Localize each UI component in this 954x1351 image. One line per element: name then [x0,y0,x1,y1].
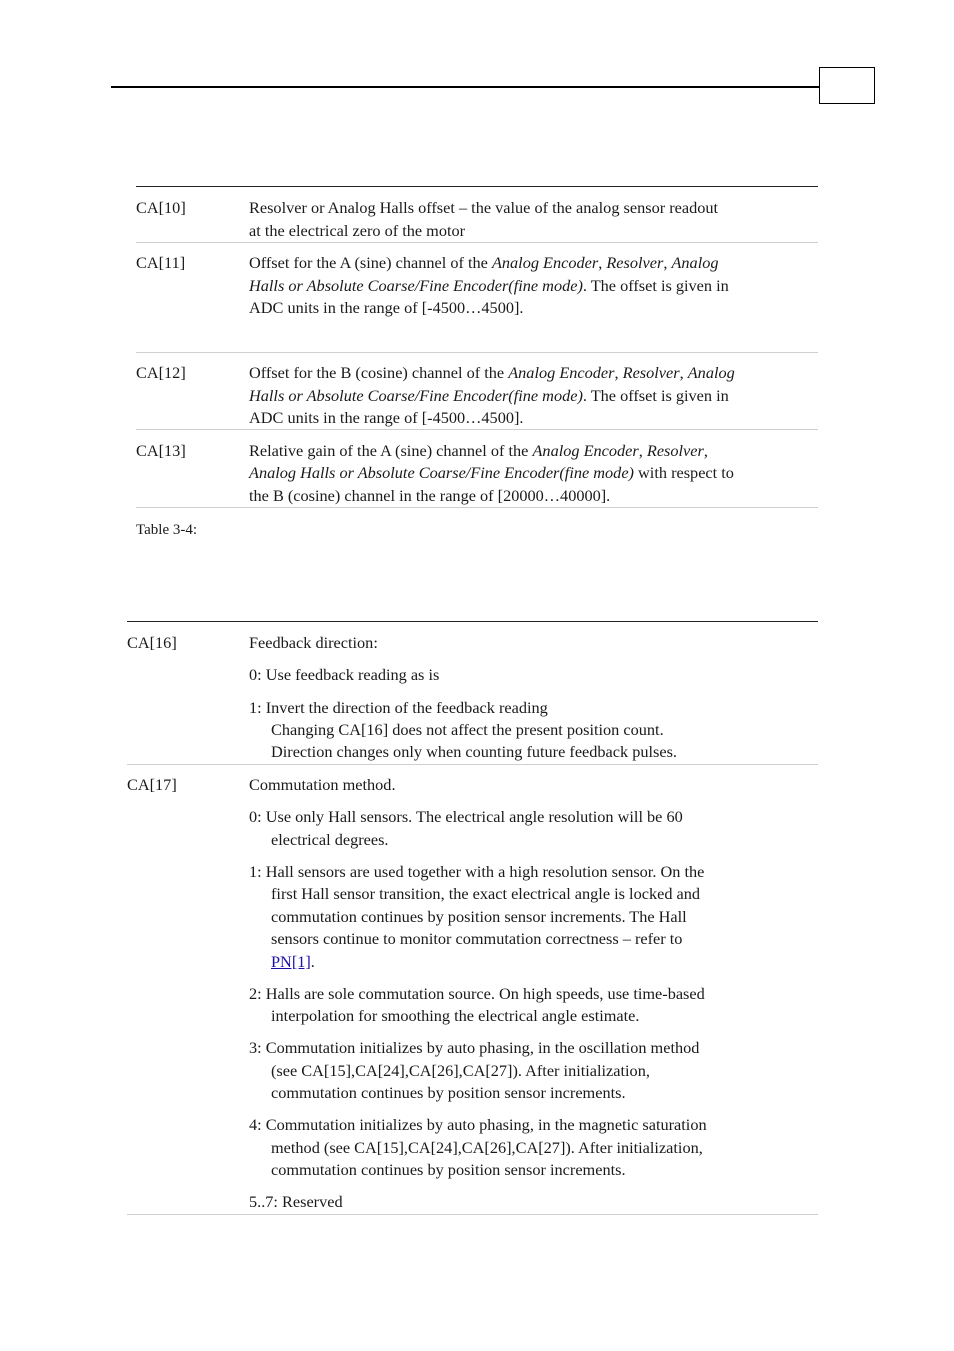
text-run: 2: Halls are sole commutation source. On high speeds, use time-based [249,984,705,1003]
text-run: Direction changes only when counting future feedback pulses. [271,742,677,761]
param-desc-line [271,906,687,928]
param-desc-line [271,741,677,763]
param-desc-line [249,252,719,274]
pn1-link[interactable]: PN[1] [271,952,311,971]
text-run: Offset for the A (sine) channel of the [249,253,492,272]
italic-term: Analog Encoder [491,253,599,272]
italic-term: Analog Halls or Absolute Coarse/Fine Encoder(fine mode) [249,463,634,482]
row-divider [136,242,818,243]
text-run: interpolation for smoothing the electrical angle estimate. [271,1006,640,1025]
italic-term: Analog Encoder [508,363,615,382]
param-desc-line [249,462,734,484]
param-desc-line [271,719,664,741]
param-key: CA[16] [127,633,177,652]
param-desc-line [249,1037,699,1059]
param-desc-line [271,1159,626,1181]
text-run: 3: Commutation initializes by auto phasing, in the oscillation method [249,1038,700,1057]
italic-term: Analog [671,253,719,272]
text-run: , [663,253,672,272]
param-desc-line [249,440,708,462]
text-run: Changing CA[16] does not affect the present position count. [271,720,664,739]
text-run: Resolver or Analog Halls offset – the value of the analog sensor readout [249,198,719,217]
param-desc-line [249,485,610,507]
param-desc-line [249,774,396,796]
text-run: commutation continues by position sensor increments. The Hall [271,907,687,926]
param-desc-line [249,632,378,654]
italic-term: Halls or Absolute Coarse/Fine Encoder(fine mode) [249,276,583,295]
italic-term: Analog Encoder [532,441,639,460]
param-desc-line [271,951,315,973]
text-run: . The offset is given in [582,386,729,405]
param-key: CA[12] [136,363,186,382]
table-caption: Table 3-4: [136,522,198,538]
text-run: Commutation method. [249,775,396,794]
param-key: CA[11] [136,253,186,272]
italic-term: Resolver [606,253,664,272]
italic-term: Resolver [646,441,704,460]
text-run: 4: Commutation initializes by auto phasing, in the magnetic saturation [249,1115,707,1134]
param-desc-line [249,664,439,686]
param-key: CA[17] [127,775,177,794]
text-run: Offset for the B (cosine) channel of the [249,363,509,382]
italic-term: Resolver [622,363,680,382]
text-run: 0: Use feedback reading as is [249,665,440,684]
text-run: commutation continues by position sensor increments. [271,1160,626,1179]
row-divider [136,507,818,508]
text-run: 1: Hall sensors are used together with a high resolution sensor. On the [249,862,705,881]
param-desc-line [249,220,465,242]
text-run: Feedback direction: [249,633,378,652]
param-desc-line [249,697,548,719]
row-divider [127,1214,818,1215]
param-desc-line [249,197,718,219]
row-divider [136,352,818,353]
param-desc-line [271,1137,703,1159]
text-run: , [614,363,623,382]
text-run: with respect to [633,463,734,482]
text-run: Relative gain of the A (sine) channel of the [249,441,533,460]
text-run: , [638,441,647,460]
param-desc-line [271,928,682,950]
row-divider [136,429,818,430]
text-run: 5..7: Reserved [249,1192,343,1211]
param-desc-line [271,1082,626,1104]
text-run: , [679,363,688,382]
param-desc-line [271,1005,639,1027]
header-rule [111,86,819,88]
param-desc-line [271,1060,650,1082]
page-number-box [819,67,875,104]
param-desc-line [271,883,700,905]
text-run: sensors continue to monitor commutation correctness – refer to [271,929,683,948]
text-run: ADC units in the range of [-4500…4500]. [249,298,524,317]
param-desc-line [249,297,523,319]
text-run: electrical degrees. [271,830,389,849]
italic-term: Halls or Absolute Coarse/Fine Encoder(fine mode) [249,386,583,405]
text-run: 0: Use only Hall sensors. The electrical angle resolution will be 60 [249,807,683,826]
text-run: . The offset is given in [582,276,729,295]
param-desc-line [249,861,704,883]
text-run: (see CA[15],CA[24],CA[26],CA[27]). After initialization, [271,1061,650,1080]
param-desc-line [249,1114,707,1136]
param-key: CA[10] [136,198,186,217]
row-divider [127,764,818,765]
param-desc-line [249,362,735,384]
table-top-rule [127,621,818,622]
param-desc-line [249,275,729,297]
text-run: . [310,952,315,971]
text-run: first Hall sensor transition, the exact electrical angle is locked and [271,884,701,903]
text-run: method (see CA[15],CA[24],CA[26],CA[27]). After initialization, [271,1138,703,1157]
text-run: ADC units in the range of [-4500…4500]. [249,408,524,427]
text-run: at the electrical zero of the motor [249,221,466,240]
param-desc-line [271,829,389,851]
text-run: , [598,253,607,272]
param-key: CA[13] [136,441,186,460]
text-run: 1: Invert the direction of the feedback reading [249,698,548,717]
param-desc-line [249,407,523,429]
text-run: , [703,441,708,460]
text-run: the B (cosine) channel in the range of [20000…40000]. [249,486,611,505]
text-run: commutation continues by position sensor increments. [271,1083,626,1102]
param-desc-line [249,1191,343,1213]
param-desc-line [249,385,729,407]
italic-term: Analog [687,363,735,382]
table-top-rule [136,186,818,187]
param-desc-line [249,806,683,828]
param-desc-line [249,983,705,1005]
